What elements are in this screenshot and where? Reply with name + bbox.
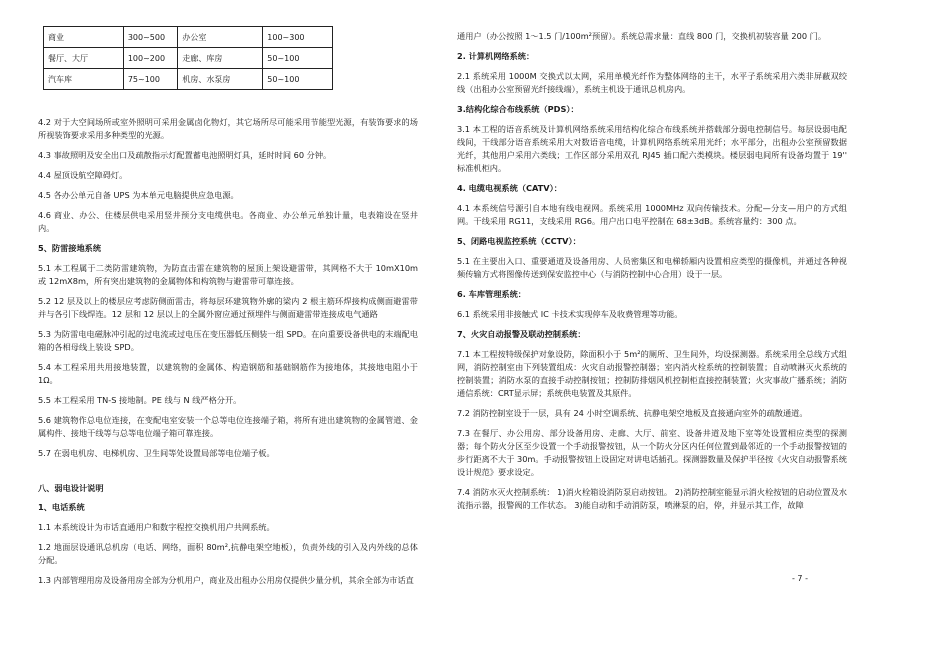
table-cell: 商业	[44, 27, 124, 48]
table-cell: 机房、水泵房	[178, 69, 263, 90]
paragraph-5-6: 5.6 建筑物作总电位连接，在变配电室安装一个总等电位连接端子箱，将所有进出建筑物的金属管道、金属构件、接地干线等与总等电位端子箱可靠连接。	[38, 415, 418, 438]
table-cell: 走廊、库房	[178, 48, 263, 69]
paragraph-5-2: 5.2 12 层及以上的楼层应考虑防侧面雷击，将每层环建筑物外廓的梁内 2 根主筋环焊接构成侧面避雷带并与各引下线焊连。12 层和 12 层以上的全属外窗应通过预埋件与侧面避雷带连接成电气通路	[38, 296, 418, 319]
section-heading-cctv: 5、闭路电视监控系统（CCTV）：	[457, 236, 581, 246]
paragraph-5-5: 5.5 本工程采用 TN-S 接地制。PE 线与 N 线严格分开。	[38, 395, 242, 405]
section-heading-parking: 6. 车库管理系统：	[457, 289, 526, 299]
table-row	[44, 48, 333, 69]
paragraph-5-4: 5.4 本工程采用共用接地装置，以建筑物的金属体、构造钢筋和基础钢筋作为接地体，其接地电阻小于 1Ω。	[38, 362, 418, 385]
right-column	[457, 30, 847, 519]
section-heading-lightning: 5、防雷接地系统	[38, 243, 102, 253]
paragraph-2-1: 2.1 系统采用 1000M 交换式以太网，采用单模光纤作为整体网络的主干，水平子系统采用六类非屏蔽双绞线（出租办公室预留光纤接线端），系统主机设于通讯总机房内。	[457, 71, 847, 94]
paragraph-4-1: 4.1 本系统信号源引自本地有线电视网。系统采用 1000MHz 双向传输技术。分配—分支—用户的方式组网。干线采用 RG11，支线采用 RG6。用户出口电平控制在 68±3dB。系统容量约：300 点。	[457, 203, 847, 226]
section-heading-fire-alarm: 7、火灾自动报警及联动控制系统：	[457, 329, 586, 339]
paragraph-1-3-continued: 通用户（办公按照 1～1.5 门/100m²预留）。系统总需求量：直线 800 门，交换机初装容量 200 门。	[457, 31, 827, 41]
section-heading-pds: 3.结构化综合布线系统（PDS）：	[457, 104, 579, 114]
paragraph-5-7: 5.7 在弱电机房、电梯机房、卫生间等处设置局部等电位端子板。	[38, 448, 275, 458]
section-heading-telephone: 1、电话系统	[38, 502, 85, 512]
paragraph-4-4: 4.4 屋顶设航空障碍灯。	[38, 170, 128, 180]
table-row	[44, 69, 333, 90]
paragraph-7-1: 7.1 本工程按特级保护对象设防，除面积小于 5m²的厕所、卫生间外，均设探测器。系统采用全总线方式组网，消防控制室由下列装置组成：火灾自动报警控制器；室内消火栓系统的控制装置；自动喷淋灭火系统的控制装置；消防水泵的直接手动控制按钮；控制防排烟风机控制柜直接控制装置；火灾事故广播系统；消防通信系统：CRT显示屏；系统供电装置及其原件。	[457, 349, 847, 398]
paragraph-1-1: 1.1 本系统设计为市话直通用户和数字程控交换机用户共网系统。	[38, 522, 275, 532]
table-cell: 办公室	[178, 27, 263, 48]
left-column	[38, 26, 418, 594]
paragraph-4-5: 4.5 各办公单元自备 UPS 为本单元电脑提供应急电源。	[38, 190, 239, 200]
paragraph-7-3: 7.3 在餐厅、办公用房、部分设备用房、走廊、大厅、前室、设备井道及地下室等处设置相应类型的探测器；每个防火分区至少设置一个手动报警按钮，从一个防火分区内任何位置到最邻近的一个手动报警按钮的步行距离不大于 30m。手动报警按钮上设固定对讲电话插孔。探测器数量及保护半径按《火灾自动报警系统设计规范》要求设定。	[457, 428, 847, 477]
section-heading-catv: 4. 电缆电视系统（CATV）：	[457, 183, 562, 193]
illuminance-table	[43, 26, 333, 90]
table-cell: 餐厅、大厅	[44, 48, 124, 69]
table-cell: 75~100	[123, 69, 178, 90]
paragraph-7-4: 7.4 消防水灭火控制系统： 1)消火栓箱设消防泵启动按钮。 2)消防控制室能显示消火栓按钮的启动位置及水流指示器，报警阀的工作状态。 3)能自动和手动消防泵，喷淋泵的启，停，并显示其工作，故障	[457, 487, 847, 510]
paragraph-3-1: 3.1 本工程的语音系统及计算机网络系统采用结构化综合布线系统并搭载部分弱电控制信号。每层设弱电配线间，干线部分语音系统采用大对数语音电缆，计算机网络系统采用光纤；水平部分，出租办公室预留数据光纤，其他用户采用六类线；工作区部分采用双孔 RJ45 插口配六类模块。楼层弱电间所有设备均置于 19'' 标准机柜内。	[457, 124, 847, 173]
paragraph-1-2: 1.2 地面层设通讯总机房（电话、网络，面积 80m²,抗静电架空地板），负责外线的引入及内外线的总体分配。	[38, 542, 418, 565]
paragraph-5-1: 5.1 本工程属于二类防雷建筑物，为防直击雷在建筑物的屋顶上架设避雷带，其网格不大于 10mX10m 或 12mX8m，所有突出建筑物的金属物体和构筑物与避雷带可靠连接。	[38, 263, 418, 286]
table-cell: 300~500	[123, 27, 178, 48]
paragraph-6-1: 6.1 系统采用非接触式 IC 卡技术实现停车及收费管理等功能。	[457, 309, 683, 319]
table-cell: 100~200	[123, 48, 178, 69]
paragraph-4-6: 4.6 商业、办公、住楼层供电采用竖井预分支电缆供电。各商业、办公单元单独计量，电表箱设在竖井内。	[38, 210, 418, 233]
paragraph-4-2: 4.2 对于大空间场所或室外照明可采用金属卤化物灯，其它场所尽可能采用节能型光源，有装饰要求的场所视装饰要求采用多种类型的光源。	[38, 117, 418, 140]
paragraph-5-3: 5.3 为防雷电电磁脉冲引起的过电流或过电压在变压器低压侧装一组 SPD。在向重要设备供电的末端配电箱的各相母线上装设 SPD。	[38, 329, 418, 352]
table-cell: 100~300	[263, 27, 333, 48]
paragraph-1-3: 1.3 内部管理用房及设备用房全部为分机用户，商业及出租办公用房仅提供少量分机，其余全部为市话直	[38, 575, 414, 585]
section-heading-network: 2. 计算机网络系统：	[457, 51, 535, 61]
table-cell: 汽车库	[44, 69, 124, 90]
paragraph-4-3: 4.3 事故照明及安全出口及疏散指示灯配置蓄电池照明灯具，延时时间 60 分钟。	[38, 150, 332, 160]
table-row	[44, 27, 333, 48]
chapter-heading-weak-current: 八、弱电设计说明	[38, 483, 104, 493]
paragraph-7-2: 7.2 消防控制室设于一层，具有 24 小时空调系统、抗静电架空地板及直接通向室外的疏散通道。	[457, 408, 808, 418]
table-cell: 50~100	[263, 48, 333, 69]
page-number: - 7 -	[792, 574, 808, 583]
paragraph-5-1-cctv: 5.1 在主要出入口、重要通道及设备用房、人员密集区和电梯轿厢内设置相应类型的摄像机，并通过各种视频传输方式将图像传送到保安监控中心（与消防控制中心合用）设于一层。	[457, 256, 847, 279]
table-cell: 50~100	[263, 69, 333, 90]
